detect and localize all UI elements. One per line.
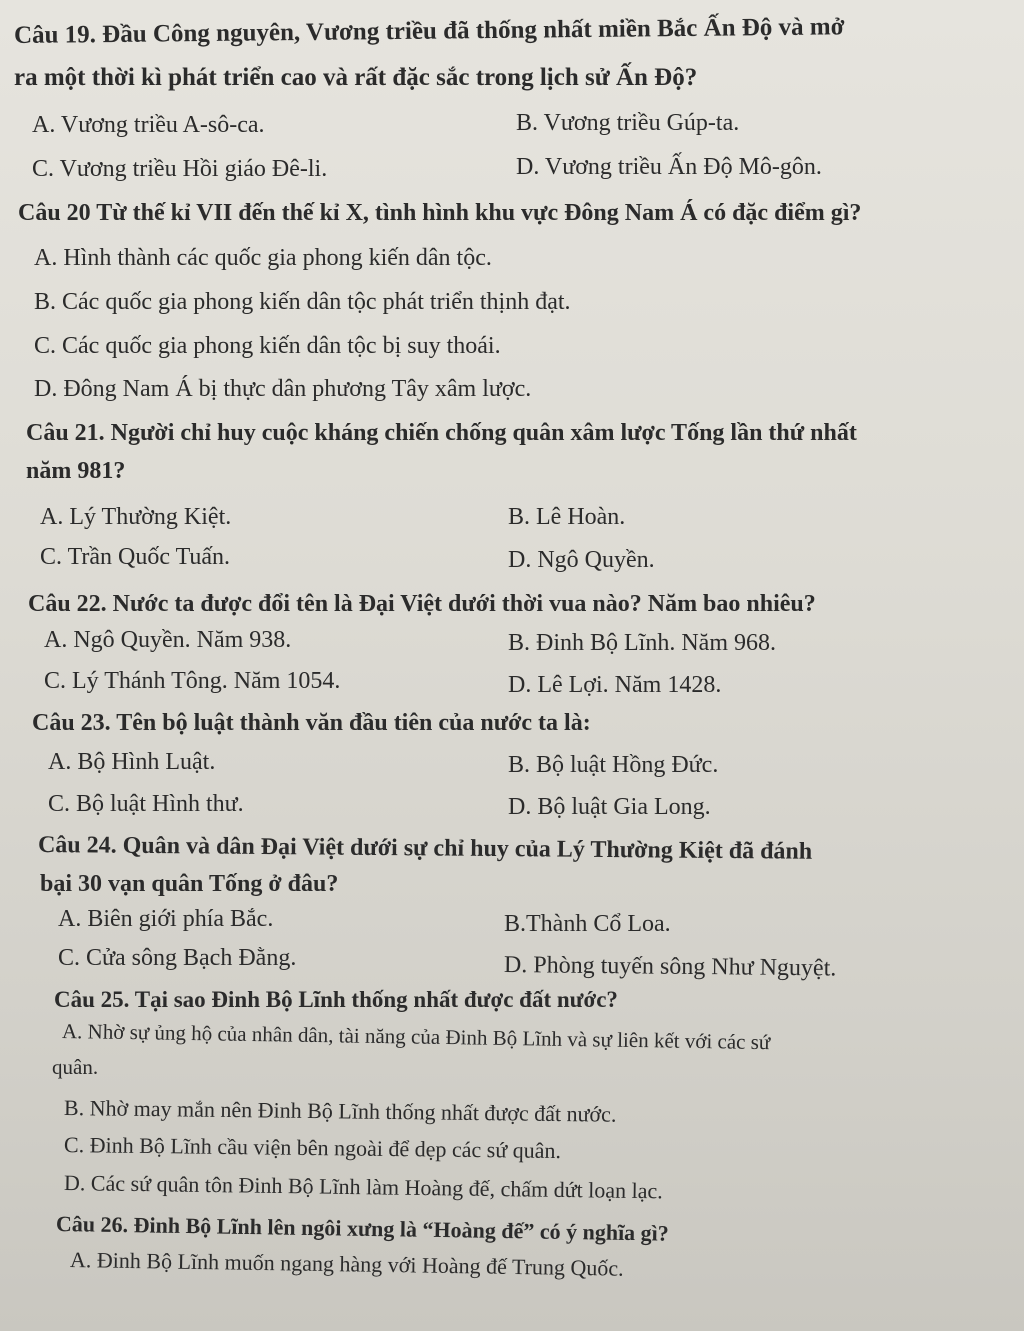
question-24-option-a: A. Biên giới phía Bắc. xyxy=(58,906,274,932)
question-24-option-d: D. Phòng tuyến sông Như Nguyệt. xyxy=(503,952,837,982)
question-23-option-a: A. Bộ Hình Luật. xyxy=(48,749,216,775)
question-24-title: Câu 24. Quân và dân Đại Việt dưới sự chỉ huy của Lý Thường Kiệt đã đánh xyxy=(37,832,813,865)
question-19-option-d: D. Vương triều Ấn Độ Mô-gôn. xyxy=(516,154,822,180)
question-23-option-c: C. Bộ luật Hình thư. xyxy=(48,791,244,817)
question-21-option-b: B. Lê Hoàn. xyxy=(508,504,626,530)
question-19-title-cont: ra một thời kì phát triển cao và rất đặc sắc trong lịch sử Ấn Độ? xyxy=(14,64,698,91)
question-22-option-d: D. Lê Lợi. Năm 1428. xyxy=(508,672,722,698)
question-20-title: Câu 20 Từ thế kỉ VII đến thế kỉ X, tình hình khu vực Đông Nam Á có đặc điểm gì? xyxy=(18,200,862,226)
question-25-option-a-cont: quân. xyxy=(52,1055,99,1079)
question-19-option-a: A. Vương triều A-sô-ca. xyxy=(32,112,265,138)
question-24-option-b: B.Thành Cổ Loa. xyxy=(504,911,671,937)
question-25-option-d: D. Các sứ quân tôn Đinh Bộ Lĩnh làm Hoàng đế, chấm dứt loạn lạc. xyxy=(63,1170,663,1204)
question-25-option-b: B. Nhờ may mắn nên Đinh Bộ Lĩnh thống nhất được đất nước. xyxy=(63,1095,617,1127)
question-21-option-a: A. Lý Thường Kiệt. xyxy=(40,504,232,530)
question-25-option-c: C. Đinh Bộ Lĩnh cầu viện bên ngoài để dẹp các sứ quân. xyxy=(63,1132,562,1164)
question-24-option-c: C. Cửa sông Bạch Đằng. xyxy=(58,945,297,971)
question-21-option-c: C. Trần Quốc Tuấn. xyxy=(40,544,231,570)
question-22-option-c: C. Lý Thánh Tông. Năm 1054. xyxy=(44,668,341,694)
question-26-title: Câu 26. Đinh Bộ Lĩnh lên ngôi xưng là “Hoàng đế” có ý nghĩa gì? xyxy=(55,1211,669,1246)
question-21-title: Câu 21. Người chỉ huy cuộc kháng chiến chống quân xâm lược Tống lần thứ nhất xyxy=(26,420,857,446)
question-26-option-a: A. Đinh Bộ Lĩnh muốn ngang hàng với Hoàng đế Trung Quốc. xyxy=(69,1247,624,1281)
question-20-option-b: B. Các quốc gia phong kiến dân tộc phát triển thịnh đạt. xyxy=(34,289,571,315)
question-24-title-cont: bại 30 vạn quân Tống ở đâu? xyxy=(40,871,339,897)
question-23-title: Câu 23. Tên bộ luật thành văn đầu tiên của nước ta là: xyxy=(32,710,591,736)
question-22-title: Câu 22. Nước ta được đổi tên là Đại Việt dưới thời vua nào? Năm bao nhiêu? xyxy=(28,591,816,617)
question-22-option-b: B. Đinh Bộ Lĩnh. Năm 968. xyxy=(508,630,776,656)
question-22-option-a: A. Ngô Quyền. Năm 938. xyxy=(44,627,292,653)
question-23-option-d: D. Bộ luật Gia Long. xyxy=(508,794,711,820)
question-25-option-a: A. Nhờ sự ủng hộ của nhân dân, tài năng của Đinh Bộ Lĩnh và sự liên kết với các sứ xyxy=(61,1019,771,1055)
question-20-option-a: A. Hình thành các quốc gia phong kiến dân tộc. xyxy=(34,245,492,271)
question-20-option-c: C. Các quốc gia phong kiến dân tộc bị suy thoái. xyxy=(34,333,501,359)
question-21-title-cont: năm 981? xyxy=(26,458,126,484)
question-21-option-d: D. Ngô Quyền. xyxy=(508,547,655,573)
question-19-option-b: B. Vương triều Gúp-ta. xyxy=(516,110,740,136)
question-25-title: Câu 25. Tại sao Đinh Bộ Lĩnh thống nhất được đất nước? xyxy=(54,987,618,1012)
question-19-option-c: C. Vương triều Hồi giáo Đê-li. xyxy=(32,156,328,182)
question-20-option-d: D. Đông Nam Á bị thực dân phương Tây xâm lược. xyxy=(34,376,532,402)
question-23-option-b: B. Bộ luật Hồng Đức. xyxy=(508,752,719,778)
question-19-title: Câu 19. Đầu Công nguyên, Vương triều đã thống nhất miền Bắc Ấn Độ và mở xyxy=(13,13,845,49)
